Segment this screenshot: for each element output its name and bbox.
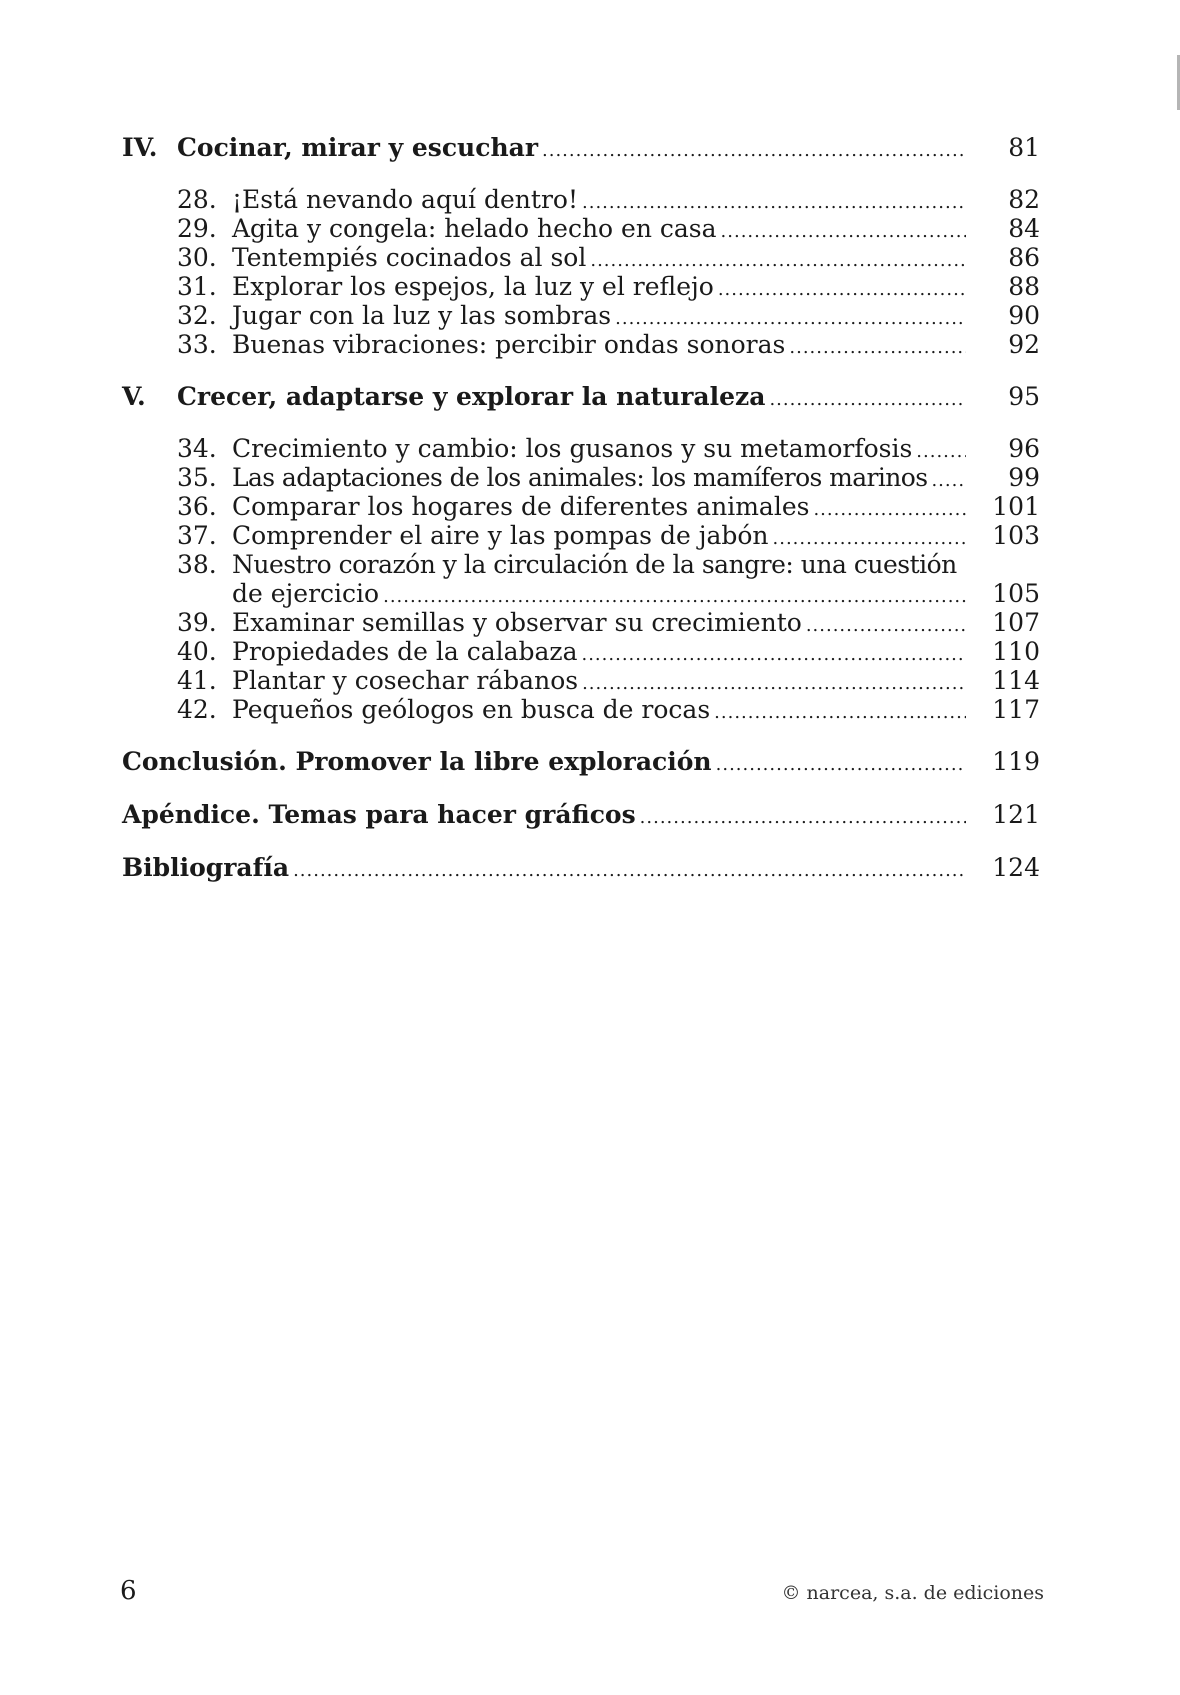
entry-title: Examinar semillas y observar su crecimiento bbox=[232, 608, 802, 637]
dot-leader bbox=[582, 669, 966, 698]
entry-number: 31. bbox=[177, 272, 217, 301]
entry-title-continued: de ejercicio bbox=[232, 579, 380, 608]
entry-page: 107 bbox=[992, 608, 1040, 637]
entry-number: 39. bbox=[177, 608, 217, 637]
dot-leader bbox=[789, 333, 966, 362]
toc-entry-29[interactable] bbox=[122, 214, 1040, 243]
toc-appendix[interactable] bbox=[122, 800, 1040, 830]
entry-number: 41. bbox=[177, 666, 217, 695]
entry-title: Tentempiés cocinados al sol bbox=[232, 243, 587, 272]
entry-page: 99 bbox=[1008, 463, 1040, 492]
page-number: 6 bbox=[120, 1576, 137, 1606]
entry-page: 105 bbox=[992, 579, 1040, 608]
publisher-credit: © narcea, s.a. de ediciones bbox=[781, 1582, 1044, 1604]
dot-leader bbox=[769, 385, 966, 415]
entry-page: 117 bbox=[992, 695, 1040, 724]
entry-number: 32. bbox=[177, 301, 217, 330]
dot-leader bbox=[542, 136, 966, 166]
entry-title: Propiedades de la calabaza bbox=[232, 637, 578, 666]
toc-entry-28[interactable] bbox=[122, 185, 1040, 214]
entry-title: Buenas vibraciones: percibir ondas sonoras bbox=[232, 330, 786, 359]
entry-title: Comparar los hogares de diferentes animales bbox=[232, 492, 810, 521]
entry-page: 92 bbox=[1008, 330, 1040, 359]
back-matter-title: Bibliografía bbox=[122, 853, 290, 882]
entry-title: Jugar con la luz y las sombras bbox=[232, 301, 612, 330]
back-matter-page: 121 bbox=[992, 800, 1040, 829]
dot-leader bbox=[714, 698, 966, 727]
entry-page: 114 bbox=[992, 666, 1040, 695]
entry-title: Pequeños geólogos en busca de rocas bbox=[232, 695, 711, 724]
toc-entry-30[interactable] bbox=[122, 243, 1040, 272]
section-page: 81 bbox=[1008, 133, 1040, 162]
toc-entry-34[interactable] bbox=[122, 434, 1040, 463]
entry-number: 35. bbox=[177, 463, 217, 492]
toc-entry-35[interactable] bbox=[122, 463, 1040, 492]
entry-title: Comprender el aire y las pompas de jabón bbox=[232, 521, 769, 550]
entry-page: 82 bbox=[1008, 185, 1040, 214]
entry-title: Crecimiento y cambio: los gusanos y su metamorfosis bbox=[232, 434, 913, 463]
section-number: IV. bbox=[122, 133, 158, 162]
table-of-contents bbox=[122, 133, 1040, 883]
entry-number: 29. bbox=[177, 214, 217, 243]
entry-title: Plantar y cosechar rábanos bbox=[232, 666, 579, 695]
entry-page: 88 bbox=[1008, 272, 1040, 301]
entry-number: 37. bbox=[177, 521, 217, 550]
dot-leader bbox=[716, 750, 966, 780]
back-matter-page: 119 bbox=[992, 747, 1040, 776]
toc-entry-40[interactable] bbox=[122, 637, 1040, 666]
entry-title: Agita y congela: helado hecho en casa bbox=[232, 214, 717, 243]
entry-number: 40. bbox=[177, 637, 217, 666]
toc-entry-42[interactable] bbox=[122, 695, 1040, 724]
dot-leader bbox=[590, 246, 966, 275]
dot-leader bbox=[581, 640, 966, 669]
entry-page: 103 bbox=[992, 521, 1040, 550]
toc-entry-31[interactable] bbox=[122, 272, 1040, 301]
toc-conclusion[interactable] bbox=[122, 747, 1040, 777]
toc-entry-32[interactable] bbox=[122, 301, 1040, 330]
entry-page: 84 bbox=[1008, 214, 1040, 243]
toc-entry-39[interactable] bbox=[122, 608, 1040, 637]
dot-leader bbox=[582, 188, 966, 217]
section-title: Cocinar, mirar y escuchar bbox=[177, 133, 538, 162]
toc-entry-38-continued[interactable] bbox=[122, 579, 1040, 608]
entry-title: Las adaptaciones de los animales: los mamíferos marinos bbox=[232, 463, 928, 492]
dot-leader bbox=[718, 275, 966, 304]
entry-number: 34. bbox=[177, 434, 217, 463]
entry-number: 36. bbox=[177, 492, 217, 521]
toc-section-iv[interactable] bbox=[122, 133, 1040, 163]
entry-number: 28. bbox=[177, 185, 217, 214]
toc-section-v[interactable] bbox=[122, 382, 1040, 412]
dot-leader bbox=[916, 437, 966, 466]
dot-leader bbox=[721, 217, 966, 246]
back-matter-title: Conclusión. Promover la libre exploración bbox=[122, 747, 712, 776]
entry-page: 96 bbox=[1008, 434, 1040, 463]
dot-leader bbox=[640, 803, 966, 833]
entry-title: Explorar los espejos, la luz y el reflejo bbox=[232, 272, 714, 301]
dot-leader bbox=[293, 856, 966, 886]
section-page: 95 bbox=[1008, 382, 1040, 411]
entry-number: 42. bbox=[177, 695, 217, 724]
dot-leader bbox=[383, 582, 966, 611]
dot-leader bbox=[615, 304, 966, 333]
section-title: Crecer, adaptarse y explorar la naturaleza bbox=[177, 382, 766, 411]
toc-entry-33[interactable] bbox=[122, 330, 1040, 359]
entry-page: 86 bbox=[1008, 243, 1040, 272]
back-matter-title: Apéndice. Temas para hacer gráficos bbox=[122, 800, 636, 829]
entry-title: ¡Está nevando aquí dentro! bbox=[232, 185, 578, 214]
dot-leader bbox=[806, 611, 966, 640]
dot-leader bbox=[813, 495, 966, 524]
toc-entry-41[interactable] bbox=[122, 666, 1040, 695]
entry-number: 38. bbox=[177, 550, 217, 579]
entry-number: 33. bbox=[177, 330, 217, 359]
entry-page: 90 bbox=[1008, 301, 1040, 330]
toc-entry-37[interactable] bbox=[122, 521, 1040, 550]
toc-entry-36[interactable] bbox=[122, 492, 1040, 521]
toc-entry-38[interactable] bbox=[122, 550, 1040, 579]
dot-leader bbox=[773, 524, 966, 553]
back-matter-page: 124 bbox=[992, 853, 1040, 882]
dot-leader bbox=[931, 466, 966, 495]
toc-bibliography[interactable] bbox=[122, 853, 1040, 883]
entry-number: 30. bbox=[177, 243, 217, 272]
entry-page: 101 bbox=[992, 492, 1040, 521]
section-number: V. bbox=[122, 382, 146, 411]
entry-page: 110 bbox=[992, 637, 1040, 666]
entry-title: Nuestro corazón y la circulación de la sangre: una cuestión bbox=[232, 550, 957, 579]
